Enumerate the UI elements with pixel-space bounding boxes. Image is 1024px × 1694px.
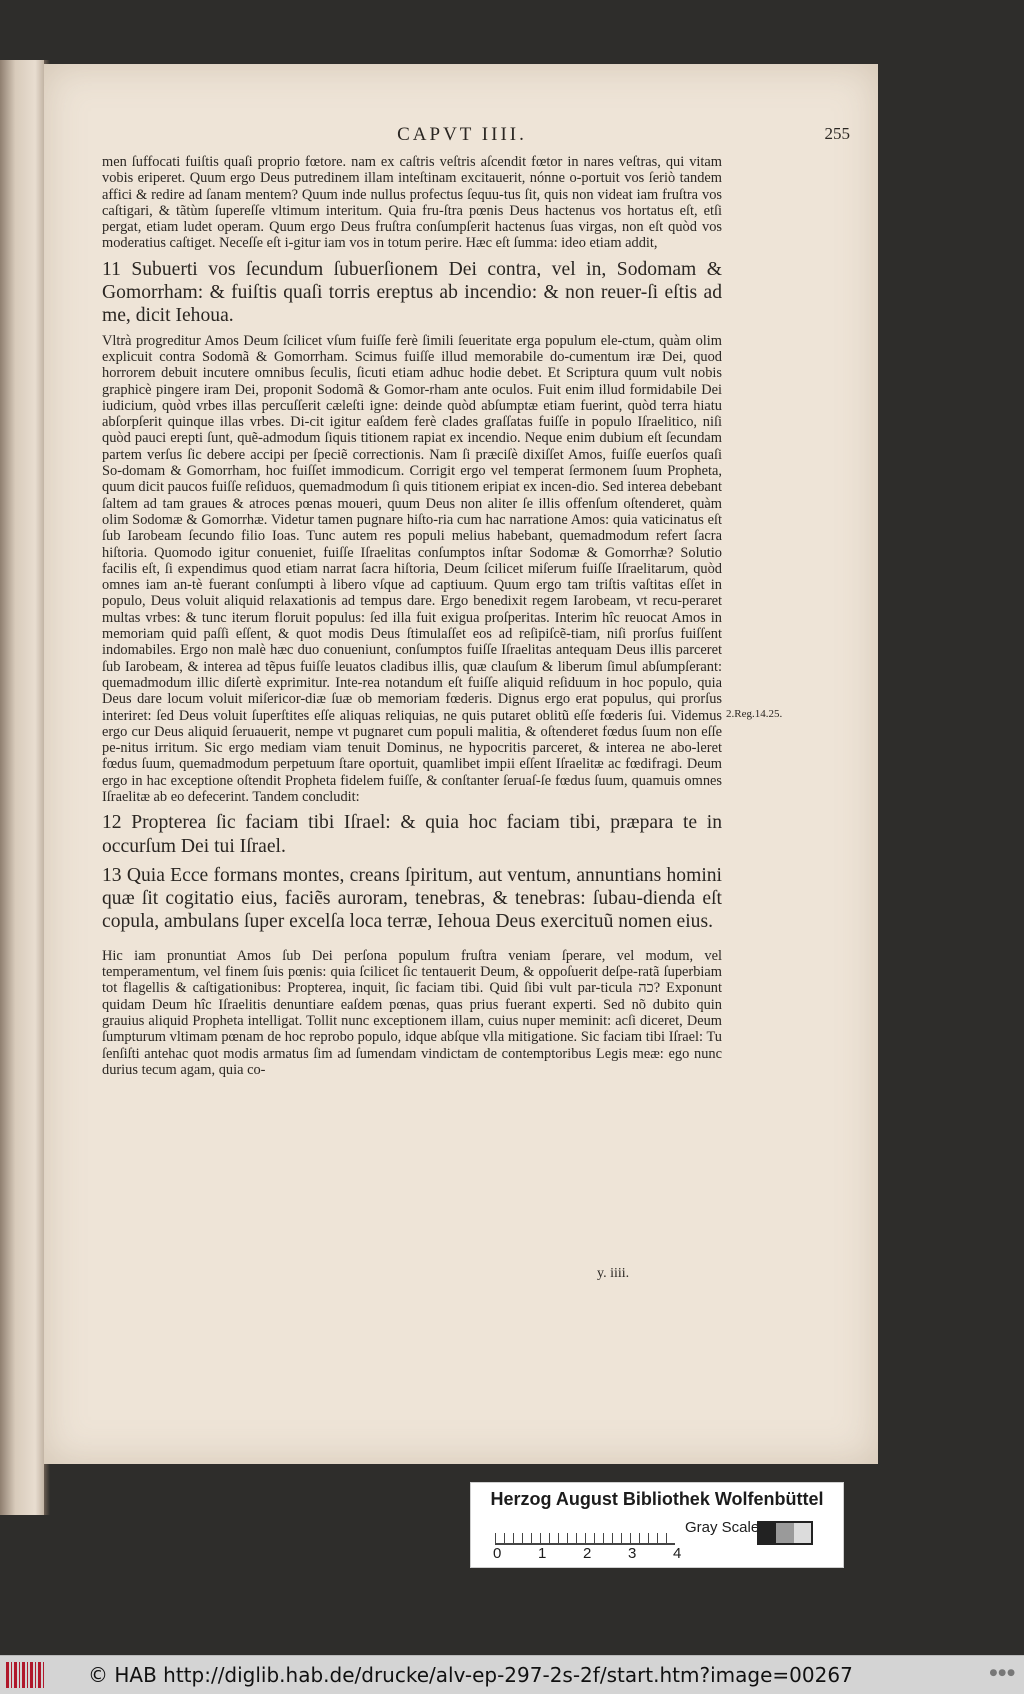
commentary-paragraph: Vltrà progreditur Amos Deum ſcilicet vſum fuiſſe ferè ſimili ſeueritate erga populum ele-ctum, quàm olim explicuit contra Sodomã & Gomorrham. Scimus fuiſſe illud memorabile do-cumentum iræ Dei, quod horrorem debuit incutere omnibus ſeculis, ſicuti etiam adhuc hodie debet. Et Scriptura quum vult nobis graphicè pingere iram Dei, proponit Sodomã & Gomor-rham ante oculos. Fuit enim illud formidabile Dei iudicium, quòd vrbes illas percuſſerit cæleſti igne: deinde quòd abſumptæ etiam fuerint, quòd terra hiatu abſorpſerit quinque illas vrbes. Di-cit igitur eaſdem ferè clades graſſatas fuiſſe in populo Iſraelitico, niſi quòd pauci erepti ſunt, quẽ-admodum ſiquis titionem rapiat ex incendio. Neque enim dubium eſt ſecundam partem verſus ſic debere accipi per ſpeciẽ correctionis. Nam ſi præciſè dixiſſet Amos, fuiſſe euerſos quaſi So-domam & Gomorrham, hoc fuiſſet immodicum. Corrigit ergo vel temperat ſermonem ſuum Propheta, quum dicit paucos fuiſſe reſiduos, quemadmodum ſi quis titionem eripiat ex incen-dio. Sed interea debebant ſaltem ad tam graues & atroces pœnas moueri, quum Deus non aliter ſe illis offenſum oſtenderet, quàm olim Sodomæ & Gomorrhæ. Videtur tamen pugnare hiſto-ria cum hac narratione Amos: quia vaticinatus eſt ſub Iarobeam ſecundo filio Ioas. Tunc autem res populi melius habebant, quemadmodum refert ſacra hiſtoria. Quomodo igitur conueniet, fuiſſe Iſraelitas conſumptos inſtar Sodomæ & Gomorrhæ? Solutio facilis eſt, ſi expendimus quod etiam narrat ſacra hiſtoria, Deum ſcilicet miſerum fuiſſe Iſraelitarum, quòd omnes iam an-tè fuerant conſumpti à libero vſque ad captiuum. Quum ergo tam triſtis vaſtitas eſſet in populo, Deus voluit aliquid relaxationis ad tempus dare. Ergo benedixit regem Iarobeam, vt recu-peraret multas vrbes: & tunc iterum floruit populus: ſed illa fuit exigua proſperitas. Interim hîc reuocat Amos in memoriam quid paſſi eſſent, & quot modis Deus ſtimulaſſet eos ad reſipiſcẽ-tiam, niſi prorſus fuiſſent indomabiles. Ergo non malè hæc duo conueniunt, conſumptos fuiſſe Iſraelitas antequam Deus illis parceret ſub Iarobeam, & interea ad tẽpus fuiſſe leuatos cladibus illis, quæ clauſum & liberum ſimul abſumpſerant: quemadmodum illic diſertè exprimitur. Inte-rea notandum eſt fuiſſe aliquid reſiduum in hoc populo, quia Deus dare locum voluit miſericor-diæ ſuæ ob memoriam fœderis. Dignus ergo erat populus, qui prorſus interiret: ſed Deus voluit ſuperſtites eſſe aliquas reliquias, ne quis putaret oblitũ eſſe fœderis ſui. Videmus ergo cur Deus aliquid ſeruauerit, nempe vt pugnaret cum populi malitia, & oſtenderet fœdus ſuum non eſſe pe-nitus irritum. Sic ergo mediam viam tenuit Dominus, ne hypocritis parceret, & interea ne abo-leret fœdus ſuum, quemadmodum perpetuum ſtare oportuit, quamlibet impii eſſent Iſraelitæ ac fœdifragi. Deum ergo in hac exceptione oſtendit Propheta fidelem fuiſſe, & conſtanter ſeruaſ-ſe fœdus ſuum, quamuis omnes Iſraelitæ ab eo defecerint. Tandem concludit:: [102, 332, 722, 805]
ruler-number: 2: [583, 1545, 592, 1562]
adjacent-page-edge: [0, 60, 44, 1515]
commentary-paragraph: men ſuffocati fuiſtis quaſi proprio fœtore. nam ex caſtris veſtris aſcendit fœtor in nares veſtras, qui vitam vobis eriperet. Quum ergo Deus putredinem illam inteſtinam excitauerit, nónne o-portuit vos ſeriò tandem affici & redire ad ſanam mentem? Quum inde nullus profectus ſequu-tus ſit, quis non videat iam fruſtra vos caſtigari, & tãtùm ſupereſſe vltimum interitum. Quia fru-ſtra pœnis Deus hactenus vos hortatus eſt, etſi pergat, etiam ludet operam. Quum ergo Deus fruſtra conſumpſerit hactenus ſuas virgas, non eſt quòd vos moderatius caſtiget. Neceſſe eſt i-gitur iam vos in totum perire. Hæc eſt ſumma: ideo etiam addit,: [102, 154, 722, 252]
marginal-note: 2.Reg.14.25.: [726, 708, 783, 720]
signature-mark: y. iiii.: [597, 1266, 630, 1281]
gray-scale-swatch: [757, 1521, 813, 1545]
status-bar: [0, 1655, 1024, 1694]
library-name: Herzog August Bibliothek Wolfenbüttel: [490, 1489, 824, 1509]
ruler-number: 0: [493, 1545, 502, 1562]
dots-icon: ●●●: [989, 1668, 1016, 1678]
verse-13: 13 Quia Ecce formans montes, creans ſpiritum, aut ventum, annuntians homini quæ ſit cogitatio eius, faciẽs auroram, tenebras, & tenebras: ſubau-dienda eſt copula, ambulans ſuper excelſa loca terræ, Iehoua Deus exercituũ nomen eius.: [102, 864, 722, 933]
page-content: [102, 154, 722, 1078]
page-header: [64, 124, 860, 150]
verse-12: 12 Propterea ſic faciam tibi Iſrael: & quia hoc faciam tibi, præpara te in occurſum Dei tui Iſrael.: [102, 812, 722, 857]
scale-ruler: [495, 1521, 675, 1545]
commentary-paragraph: Hic iam pronuntiat Amos ſub Dei perſona populum fruſtra veniam ſperare, vel modum, vel temperamentum, vel finem ſuis pœnis: quia ſcilicet ſic tentauerit Deum, & oppoſuerit deſpe-ratã ſuperbiam tot flagellis & caſtigationibus: Propterea, inquit, ſic faciam tibi. Quid ſibi vult par-ticula כה? Exponunt quidam Deum hîc Iſraelitis denuntiare eaſdem pœnas, quas prius fuerant experti. Sed nõ dubito quin grauius aliquid Propheta intelligat. Tollit nunc exceptionem illam, cuius nuper meminit: acſi diceret, Deum ſumpturum vltimam pœnam de hoc reprobo populo, idque abſque vlla mitigatione. Sic faciam tibi Iſrael: Tu ſenſiſti antehac quot modis armatus ſim ad ſumendam vindictam de contemptoribus Legis meæ: ego nunc durius tecum agam, quia co-: [102, 947, 722, 1078]
ruler-number: 1: [538, 1545, 547, 1562]
page-number: 255: [824, 124, 850, 143]
barcode-icon: [6, 1662, 46, 1688]
verse-11: 11 Subuerti vos ſecundum ſubuerſionem Dei contra, vel in, Sodomam & Gomorrham: & fuiſtis quaſi torris ereptus ab incendio: & non reuer-ſi eſtis ad me, dicit Iehoua.: [102, 258, 722, 327]
ruler-number: 4: [673, 1545, 682, 1562]
ruler-number: 3: [628, 1545, 637, 1562]
book-page: [44, 64, 878, 1464]
running-title: CAPVT IIII.: [397, 124, 527, 145]
gray-scale-label: Gray Scale: [685, 1519, 760, 1536]
source-url[interactable]: © HAB http://diglib.hab.de/drucke/alv-ep-297-2s-2f/start.htm?image=00267: [88, 1663, 853, 1687]
library-color-card: [470, 1482, 844, 1568]
